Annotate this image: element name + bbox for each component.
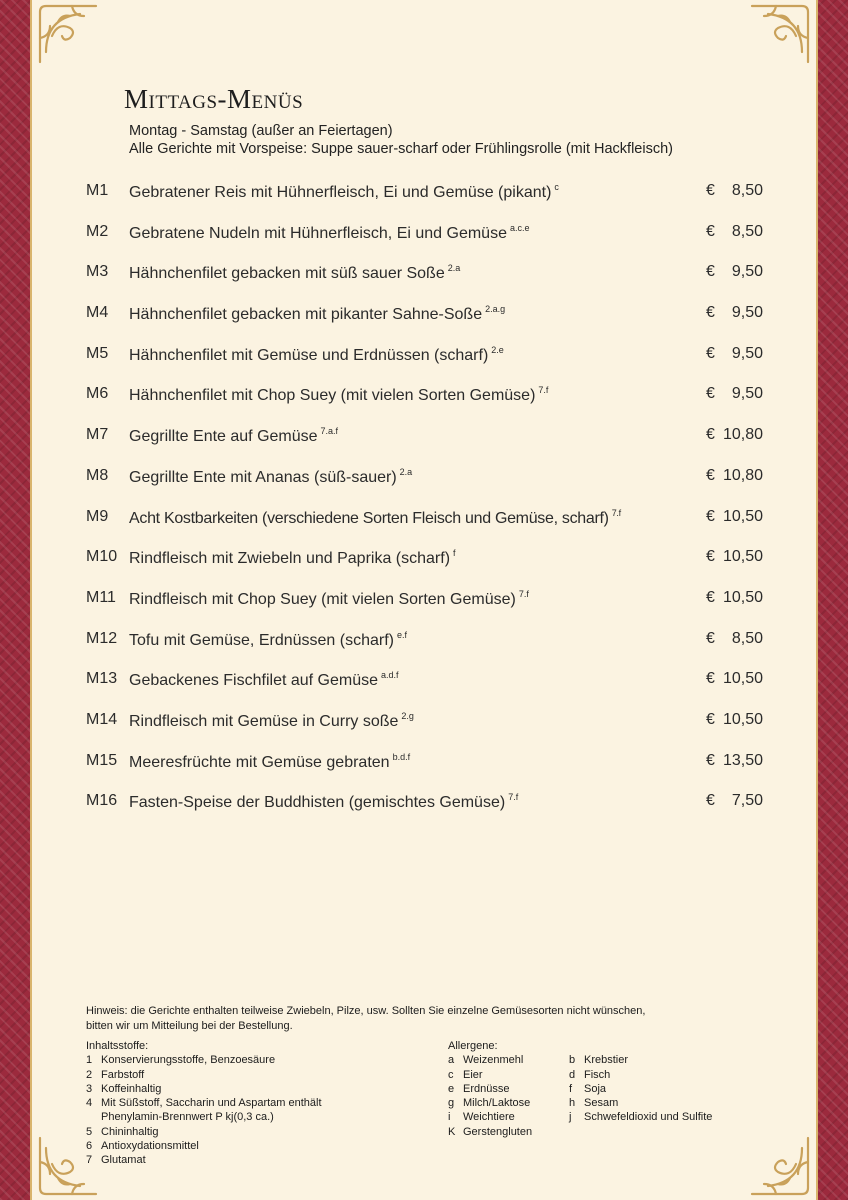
legend-item: d Fisch: [569, 1068, 611, 1081]
legend-item: 6 Antioxydationsmittel: [86, 1140, 199, 1153]
menu-item: [86, 424, 766, 465]
allergen-codes: b.d.f: [392, 751, 411, 762]
legend-item: a Weizenmehl: [448, 1054, 524, 1067]
menu-list: [86, 180, 766, 831]
menu-item-name: Fasten-Speise der Buddhisten (gemischtes Gemüse) $^{7.f}$: [129, 792, 519, 812]
legend-item: 7 Glutamat: [86, 1154, 146, 1167]
currency-symbol: €: [706, 182, 715, 199]
allergens-legend-second-column: [569, 1039, 769, 1125]
legend-item: e Erdnüsse: [448, 1082, 510, 1095]
currency-symbol: €: [706, 344, 715, 362]
menu-item-code: M1: [86, 182, 109, 199]
allergen-codes: 2.e: [491, 344, 504, 355]
menu-item: [86, 668, 766, 709]
menu-item-name: Hähnchenfilet mit Gemüse und Erdnüssen (scharf) $^{2.e}$: [129, 344, 504, 364]
currency-symbol: €: [706, 304, 715, 322]
menu-item-price: 8,50: [731, 222, 763, 240]
menu-item: [86, 302, 766, 343]
menu-item-price: 10,50: [722, 588, 763, 606]
currency-symbol: €: [706, 792, 715, 810]
menu-item: [86, 221, 766, 262]
corner-ornament-icon: [748, 1134, 812, 1198]
currency-symbol: €: [706, 670, 715, 688]
menu-item-price: 10,80: [722, 426, 763, 444]
currency-symbol: €: [706, 385, 715, 403]
menu-item-code: M8: [86, 466, 109, 484]
legend-item: 1 Konservierungsstoffe, Benzoesäure: [86, 1054, 276, 1067]
subtitle-days: Montag - Samstag (außer an Feiertagen): [129, 123, 393, 139]
corner-ornament-icon: [748, 2, 812, 66]
menu-item: [86, 546, 766, 587]
menu-item-code: M4: [86, 304, 109, 322]
currency-symbol: €: [706, 751, 715, 769]
currency-symbol: €: [706, 507, 715, 525]
allergen-codes: 2.g: [401, 710, 414, 721]
hint-line: bitten wir um Mitteilung bei der Bestellung.: [86, 1019, 293, 1032]
menu-item-name: Gebratener Reis mit Hühnerfleisch, Ei und Gemüse (pikant) $^c$: [129, 182, 559, 201]
menu-item-price: 8,50: [731, 182, 763, 199]
menu-item: [86, 506, 766, 547]
legend-item: 2 Farbstoff: [86, 1068, 145, 1081]
currency-symbol: €: [706, 466, 715, 484]
legend-item: b Krebstier: [569, 1054, 629, 1067]
currency-symbol: €: [706, 710, 715, 728]
menu-item-code: M15: [86, 751, 118, 769]
menu-item-code: M14: [86, 710, 118, 728]
menu-item: [86, 750, 766, 791]
menu-item-code: M11: [86, 588, 116, 606]
menu-item-code: M6: [86, 385, 109, 403]
menu-item: [86, 587, 766, 628]
menu-item: [86, 709, 766, 750]
legend-item: g Milch/Laktose: [448, 1097, 531, 1110]
menu-item-price: 9,50: [731, 385, 763, 403]
currency-symbol: €: [706, 548, 715, 566]
menu-item-name: Hähnchenfilet gebacken mit süß sauer Soße $^{2.a}$: [129, 263, 461, 283]
allergens-heading: Allergene:: [448, 1040, 498, 1052]
page-title: Mittags-Menüs: [124, 84, 304, 114]
menu-item-code: M3: [86, 263, 109, 281]
menu-item-code: M2: [86, 222, 109, 240]
legend-item: 5 Chininhaltig: [86, 1125, 159, 1138]
menu-item: [86, 261, 766, 302]
menu-item-name: Gebackenes Fischfilet auf Gemüse $^{a.d.f}$: [129, 670, 399, 690]
menu-item-code: M7: [86, 426, 109, 444]
currency-symbol: €: [706, 629, 715, 647]
menu-item-name: Gegrillte Ente mit Ananas (süß-sauer) $^{2.a}$: [129, 466, 413, 486]
legend-item: i Weichtiere: [448, 1111, 515, 1124]
menu-item-name: Acht Kostbarkeiten (verschiedene Sorten Fleisch und Gemüse, scharf) $^{7.f}$: [129, 507, 621, 527]
legend-item: j Schwefeldioxid und Sulfite: [569, 1111, 713, 1124]
currency-symbol: €: [706, 222, 715, 240]
menu-item-name: Hähnchenfilet mit Chop Suey (mit vielen Sorten Gemüse) $^{7.f}$: [129, 385, 549, 405]
menu-item-name: Meeresfrüchte mit Gemüse gebraten $^{b.d.f}$: [129, 751, 411, 771]
legend-item: c Eier: [448, 1068, 483, 1081]
legend-item: f Soja: [569, 1082, 607, 1095]
allergen-codes: 2.a: [399, 466, 413, 477]
menu-item-price: 10,50: [722, 710, 763, 728]
allergen-codes: 7.f: [518, 588, 529, 599]
menu-item-name: Gegrillte Ente auf Gemüse $^{7.a.f}$: [129, 426, 339, 446]
hint-line: Hinweis: die Gerichte enthalten teilweise Zwiebeln, Pilze, usw. Sollten Sie einzelne Gemüsesorten nicht wünschen,: [86, 1005, 646, 1017]
legend-item: 4 Mit Süßstoff, Saccharin und Aspartam enthält Phenylamin-Brennwert P kj(0,3 ca.): [86, 1097, 322, 1124]
menu-item-name: Tofu mit Gemüse, Erdnüssen (scharf) $^{e.f}$: [129, 629, 407, 649]
allergen-codes: a.d.f: [381, 670, 399, 681]
allergen-codes: 2.a: [447, 263, 461, 274]
menu-item-code: M13: [86, 670, 118, 688]
menu-item-price: 13,50: [722, 751, 763, 769]
currency-symbol: €: [706, 263, 715, 281]
allergen-codes: e.f: [396, 629, 407, 640]
menu-item-name: Gebratene Nudeln mit Hühnerfleisch, Ei und Gemüse $^{a.c.e}$: [129, 222, 530, 242]
menu-item-price: 8,50: [731, 629, 763, 647]
menu-item-code: M5: [86, 344, 109, 362]
menu-item-code: M9: [86, 507, 109, 525]
allergen-codes: 7.f: [611, 507, 621, 518]
menu-item-price: 9,50: [731, 263, 763, 281]
legend-item: h Sesam: [569, 1097, 619, 1110]
ingredients-heading: Inhaltsstoffe:: [86, 1040, 149, 1052]
menu-item: [86, 790, 766, 831]
allergen-codes: c: [554, 182, 559, 192]
menu-item: [86, 180, 766, 221]
menu-item-price: 10,50: [722, 507, 763, 525]
menu-item-price: 9,50: [731, 344, 763, 362]
allergens-legend: [448, 1039, 578, 1139]
allergen-codes: 7.f: [538, 385, 549, 396]
menu-item: [86, 343, 766, 384]
menu-item: [86, 383, 766, 424]
menu-item-name: Rindfleisch mit Gemüse in Curry soße $^{2.g}$: [129, 710, 414, 730]
menu-item-code: M12: [86, 629, 118, 647]
menu-item-name: Rindfleisch mit Chop Suey (mit vielen Sorten Gemüse) $^{7.f}$: [129, 588, 529, 608]
allergen-codes: 7.a.f: [320, 426, 339, 437]
currency-symbol: €: [706, 588, 715, 606]
hint-note: [86, 1004, 766, 1033]
menu-item-code: M10: [86, 548, 118, 566]
menu-item-code: M16: [86, 792, 118, 810]
menu-item-name: Rindfleisch mit Zwiebeln und Paprika (scharf) $^f$: [129, 548, 456, 568]
allergen-codes: f: [453, 548, 456, 559]
menu-item-price: 10,80: [722, 466, 763, 484]
legend-item: K Gerstengluten: [448, 1125, 533, 1138]
corner-ornament-icon: [36, 2, 100, 66]
decorative-border-right: [816, 0, 848, 1200]
ingredients-legend: [86, 1039, 386, 1168]
menu-subtitle: [129, 122, 673, 158]
legend-item: 3 Koffeinhaltig: [86, 1082, 162, 1095]
menu-item-price: 7,50: [731, 792, 763, 810]
allergen-codes: a.c.e: [509, 222, 530, 233]
allergen-codes: 7.f: [508, 792, 519, 803]
subtitle-starter: Alle Gerichte mit Vorspeise: Suppe sauer-scharf oder Frühlingsrolle (mit Hackfleisch): [129, 141, 673, 157]
menu-item-price: 9,50: [731, 304, 763, 322]
allergen-codes: 2.a.g: [485, 304, 506, 315]
menu-item-price: 10,50: [722, 670, 763, 688]
decorative-border-left: [0, 0, 32, 1200]
menu-item: [86, 628, 766, 669]
menu-item-price: 10,50: [722, 548, 763, 566]
currency-symbol: €: [706, 426, 715, 444]
menu-item: [86, 465, 766, 506]
menu-item-name: Hähnchenfilet gebacken mit pikanter Sahne-Soße $^{2.a.g}$: [129, 304, 506, 324]
